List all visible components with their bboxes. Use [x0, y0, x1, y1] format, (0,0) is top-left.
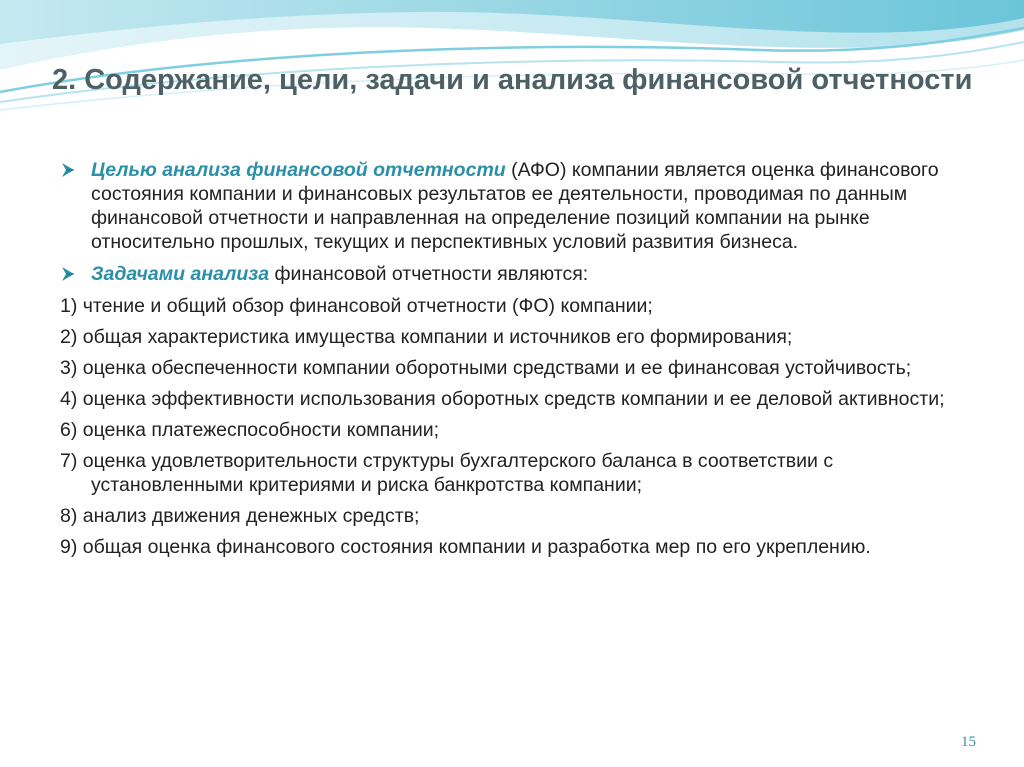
arrow-bullet-icon: [60, 162, 78, 178]
list-item: 9) общая оценка финансового состояния компании и разработка мер по его укреплению.: [60, 536, 871, 558]
bullet-goal: [60, 158, 970, 254]
list-item: 6) оценка платежеспособности компании;: [60, 419, 440, 441]
bullet-tasks-emphasis: Задачами анализа: [91, 263, 270, 285]
list-item: 1) чтение и общий обзор финансовой отчетности (ФО) компании;: [60, 295, 653, 317]
list-item: 2) общая характеристика имущества компании и источников его формирования;: [60, 326, 793, 348]
bullet-goal-emphasis: Целью анализа финансовой отчетности: [91, 159, 506, 181]
list-item: 7) оценка удовлетворительности структуры бухгалтерского баланса в соответствии с установленными критериями и риска банкротства компании;: [60, 450, 834, 496]
list-item: 4) оценка эффективности использования оборотных средств компании и ее деловой активности;: [60, 388, 945, 410]
slide-body: [60, 158, 970, 566]
list-item: 8) анализ движения денежных средств;: [60, 505, 420, 527]
arrow-bullet-icon: [60, 266, 78, 282]
page-number: 15: [961, 734, 976, 750]
list-item: 3) оценка обеспеченности компании оборотными средствами и ее финансовая устойчивость;: [60, 357, 912, 379]
bullet-goal-text: (АФО) компании является оценка финансового состояния компании и финансовых результатов ее деятельности, проводимая по данным финансовой отчетности и направленная на определение позиций компании на рынке относительно прошлых, текущих и перспективных условий развития бизнеса.: [91, 159, 939, 253]
bullet-tasks-text: финансовой отчетности являются:: [269, 263, 589, 285]
slide-title: 2. Содержание, цели, задачи и анализа финансовой отчетности: [52, 64, 973, 96]
bullet-tasks: [60, 262, 970, 286]
